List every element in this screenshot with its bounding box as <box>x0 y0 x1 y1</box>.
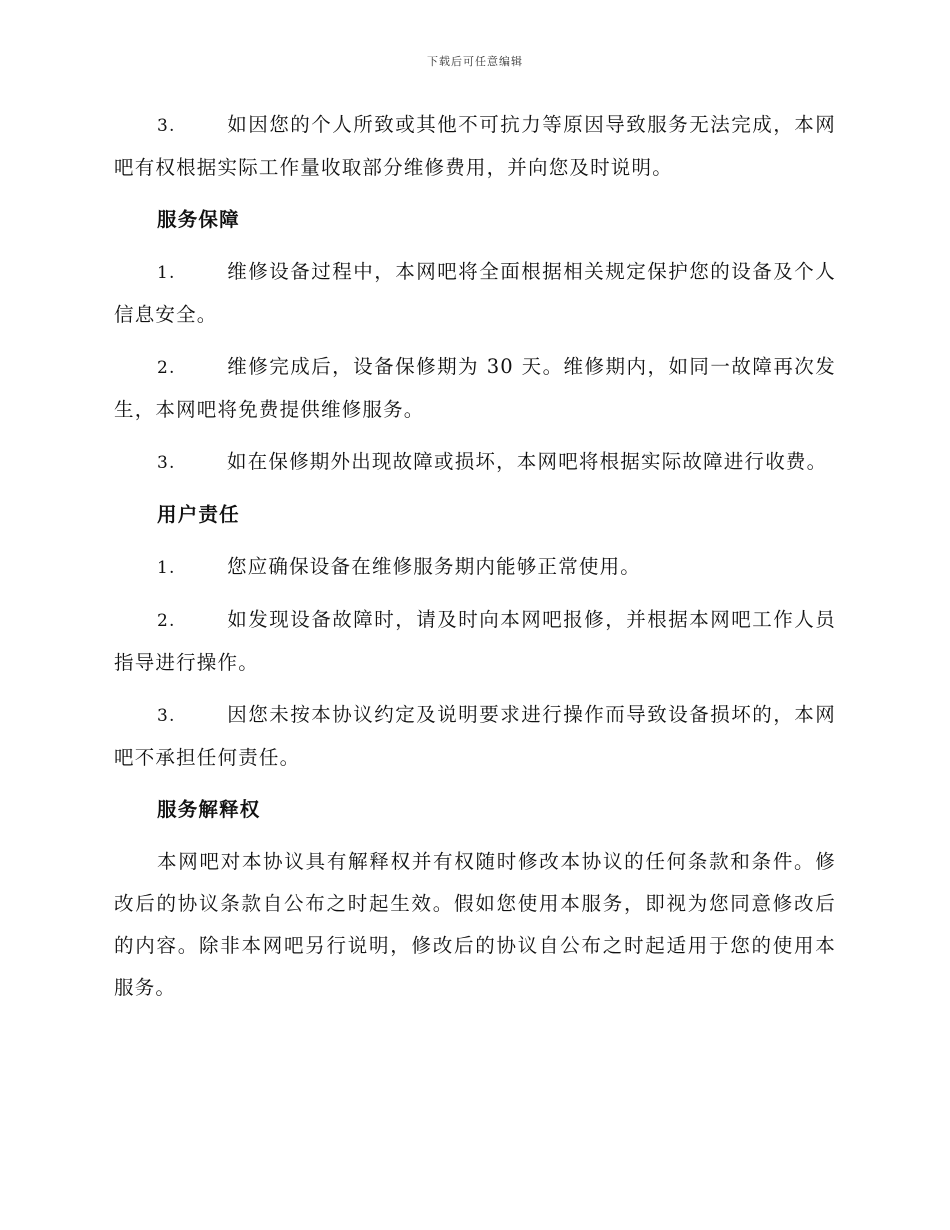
section-heading: 服务保障 <box>157 208 240 231</box>
item-text: 如因您的个人所致或其他不可抗力等原因导致服务无法完成，本网吧有权根据实际工作量收取部分维修费用，并向您及时说明。 <box>114 113 836 179</box>
list-item <box>114 441 836 484</box>
section-heading: 用户责任 <box>157 503 240 526</box>
item-number: 2. <box>157 611 176 631</box>
item-text: 维修完成后，设备保修期为 30 天。维修期内，如同一故障再次发生，本网吧将免费提供维修服务。 <box>114 355 836 421</box>
section-user-responsibility <box>114 494 836 779</box>
section-interpretation <box>114 789 836 1009</box>
item-number: 1. <box>157 558 176 578</box>
page-header: 下载后可任意编辑 <box>427 55 523 68</box>
item-number: 3. <box>157 116 176 136</box>
item-text: 如在保修期外出现故障或损坏，本网吧将根据实际故障进行收费。 <box>227 450 828 473</box>
item-number: 1. <box>157 263 176 283</box>
document-body <box>114 104 836 1009</box>
item-text: 如发现设备故障时，请及时向本网吧报修，并根据本网吧工作人员指导进行操作。 <box>114 608 836 674</box>
list-item <box>114 346 836 431</box>
list-item <box>114 546 836 589</box>
list-item <box>114 599 836 684</box>
item-text: 您应确保设备在维修服务期内能够正常使用。 <box>227 555 642 578</box>
list-item <box>114 251 836 336</box>
list-item <box>114 104 836 189</box>
item-number: 3. <box>157 706 176 726</box>
item-number: 2. <box>157 358 176 378</box>
item-text: 维修设备过程中，本网吧将全面根据相关规定保护您的设备及个人信息安全。 <box>114 260 836 326</box>
item-text: 因您未按本协议约定及说明要求进行操作而导致设备损坏的，本网吧不承担任何责任。 <box>114 703 836 769</box>
interpretation-paragraph: 本网吧对本协议具有解释权并有权随时修改本协议的任何条款和条件。修改后的协议条款自公布之时起生效。假如您使用本服务，即视为您同意修改后的内容。除非本网吧另行说明，修改后的协议自公布之时起适用于您的使用本服务。 <box>114 850 836 999</box>
list-item <box>114 694 836 779</box>
section-heading: 服务解释权 <box>157 798 261 821</box>
section-service-guarantee <box>114 199 836 484</box>
item-number: 3. <box>157 453 176 473</box>
